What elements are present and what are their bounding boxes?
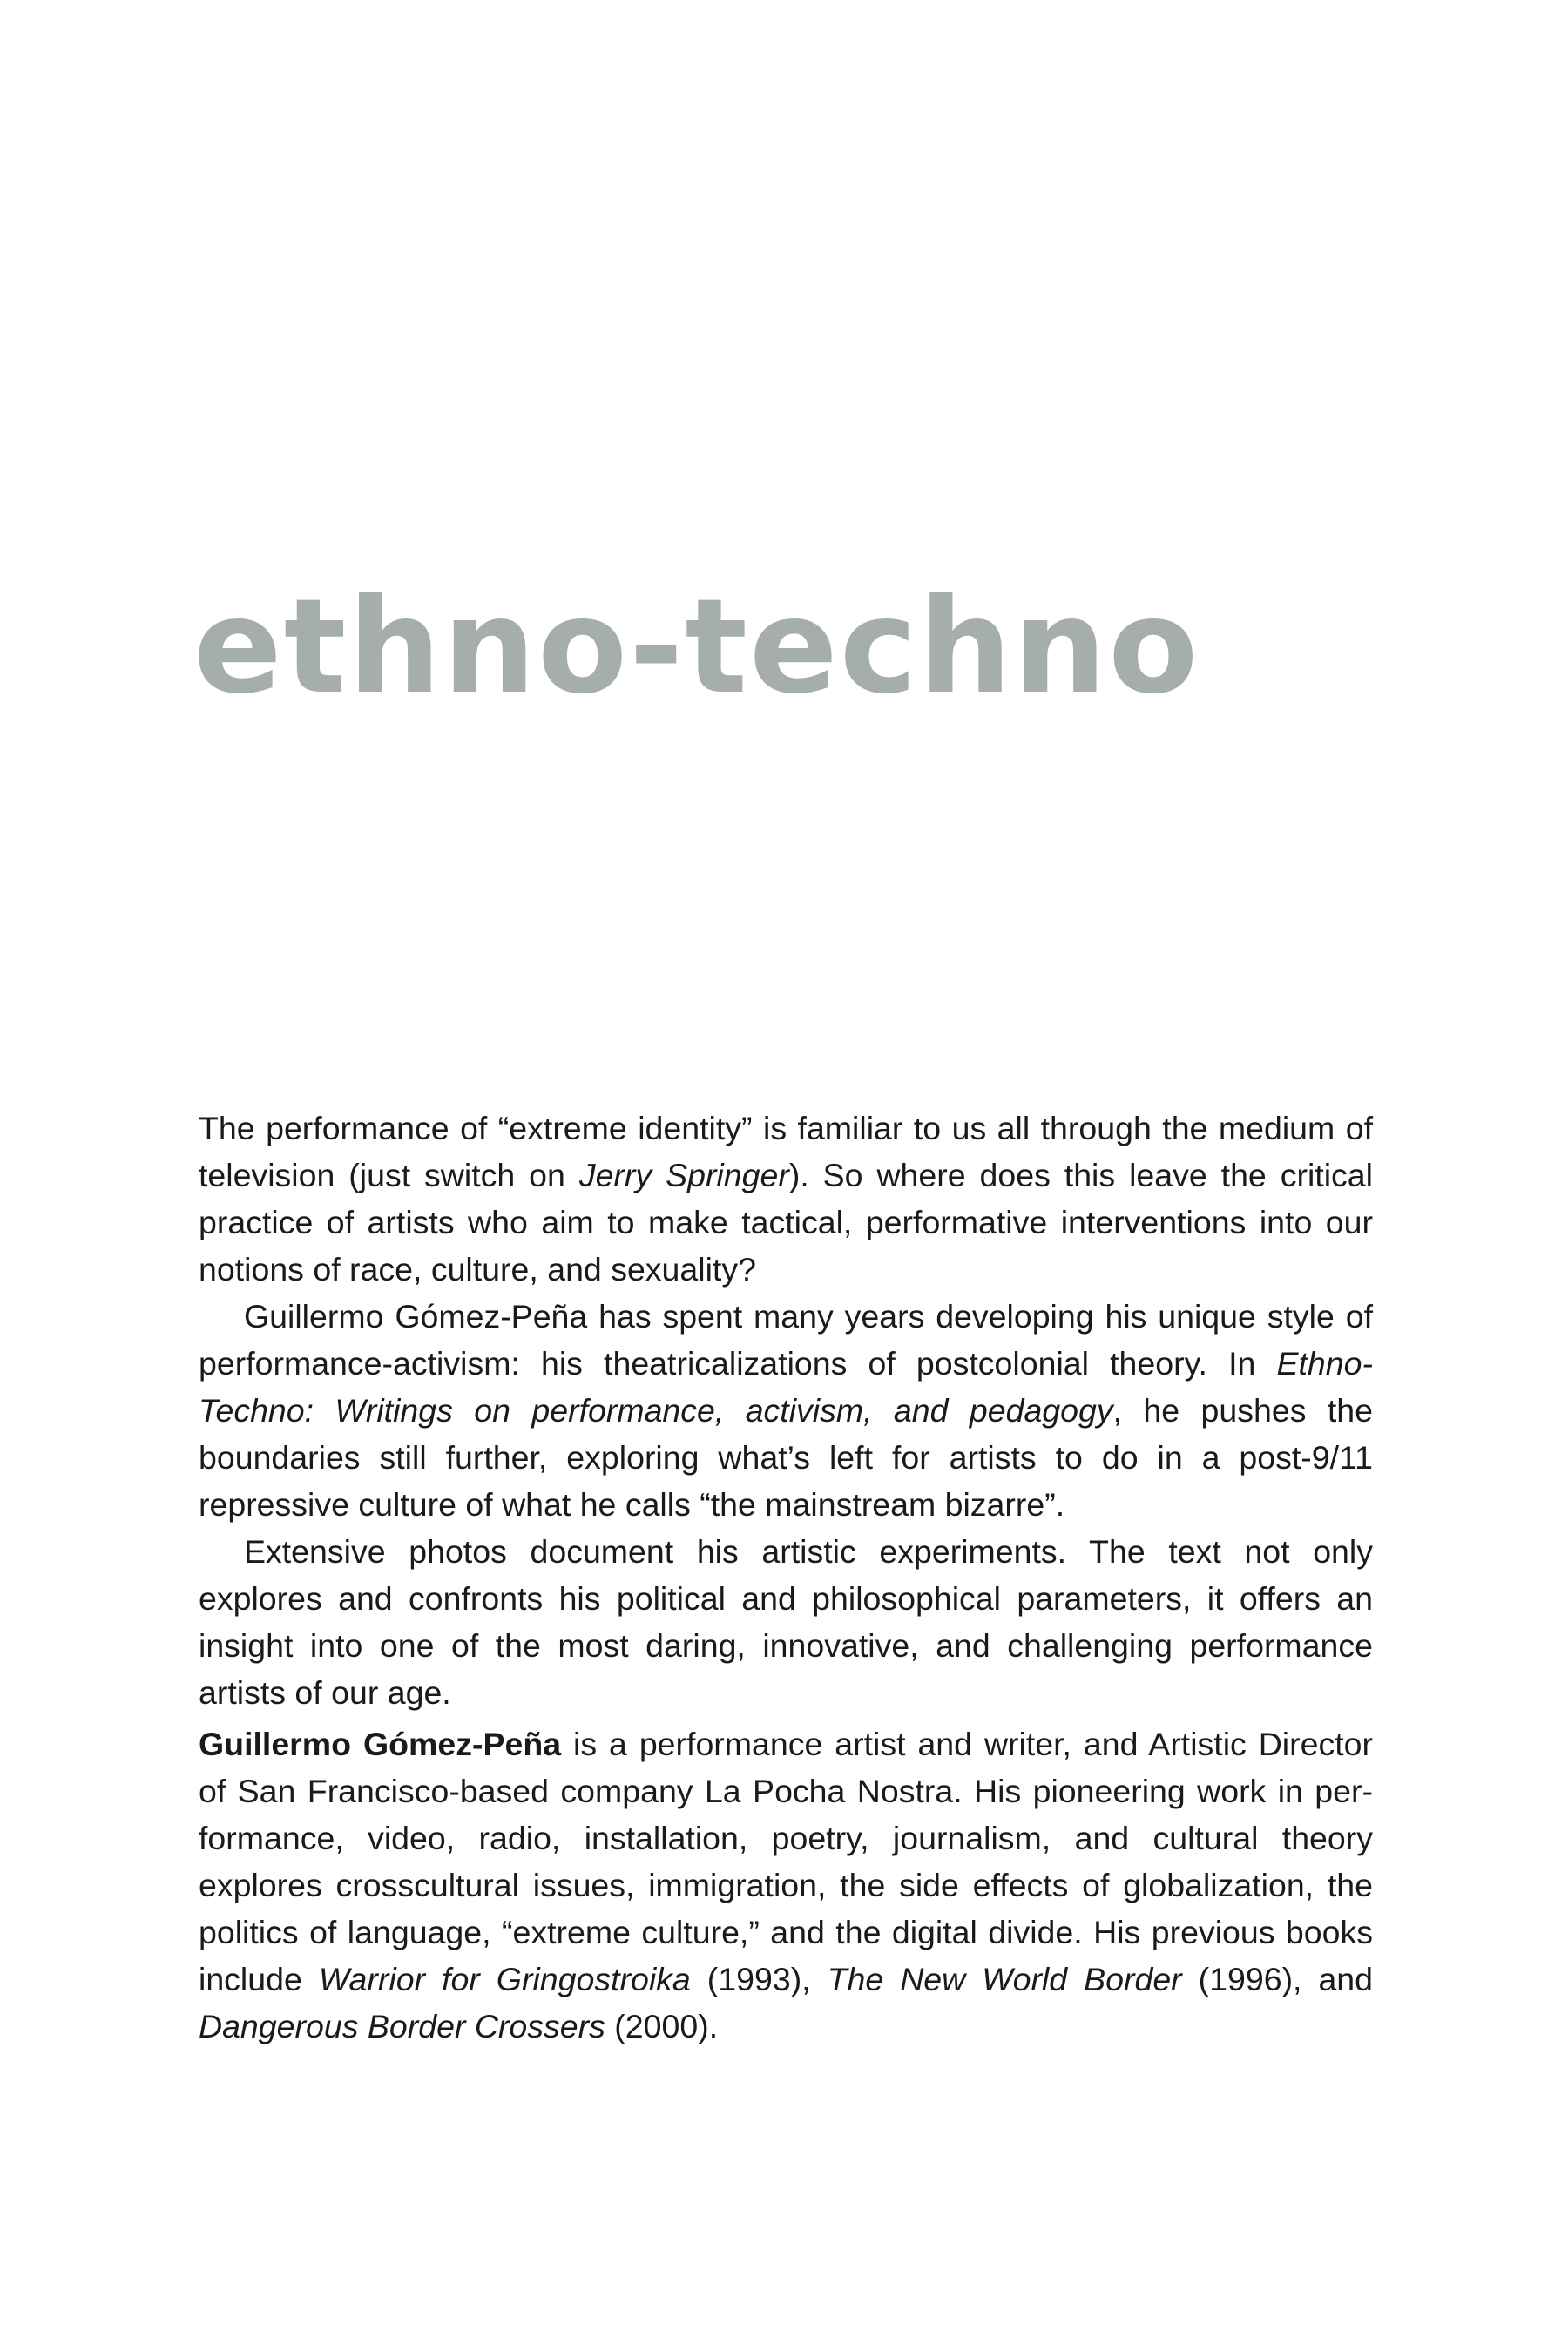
previous-book-2: The New World Border	[827, 1961, 1182, 1997]
show-title: Jerry Springer	[578, 1157, 789, 1193]
bio-text-a: is a performance artist and writer, and Artistic Director of San Francisco-based company La Pocha Nostra. His pioneering work in performance, video, radio, installation, poetry, journalism, and cultural theory explores crosscultural issues, immigration, the side effects of globalization, the politics of language, “extreme culture,” and the digital divide. His previous books include	[199, 1726, 1373, 1997]
page-title: ethno-techno	[193, 571, 1200, 723]
bio-paragraph	[199, 1720, 1373, 2050]
previous-book-1: Warrior for Gringostroika	[318, 1961, 691, 1997]
bio-text-b: (1993),	[690, 1961, 828, 1997]
blurb-p2-text-a: Guillermo Gómez-Peña has spent many years developing his unique style of performance-activism: his theatricalizations of postcolonial theory. In	[199, 1298, 1373, 1382]
author-name: Guillermo Gómez-Peña	[199, 1726, 562, 1762]
blurb-p1-text-b: ). So where does this leave the critical practice of artists who aim to make tactical, performative interventions into our notions of race, culture, and sexuality?	[199, 1157, 1373, 1288]
blurb-paragraph-1	[199, 1105, 1373, 1293]
book-title: Ethno-Techno: Writings on performance, activism, and pedagogy	[199, 1345, 1373, 1429]
blurb-paragraph-2	[199, 1293, 1373, 1528]
blurb-p1-text-a: The performance of “extreme identity” is familiar to us all through the medium of television (just switch on	[199, 1110, 1373, 1193]
author-bio	[199, 1720, 1373, 2050]
bio-text-c: (1996), and	[1181, 1961, 1374, 1997]
book-blurb	[199, 1105, 1373, 1716]
previous-book-3: Dangerous Border Crossers	[199, 2008, 605, 2044]
bio-text-d: (2000).	[605, 2008, 719, 2044]
blurb-p2-text-b: , he pushes the boundaries still further, exploring what’s left for artists to do in a post-9/11 repressive culture of what he calls “the mainstream bizarre”.	[199, 1392, 1373, 1523]
blurb-paragraph-3: Extensive photos document his artistic experiments. The text not only explores and confronts his political and philosophical parameters, it offers an insight into one of the most daring, innovative, and challenging performance artists of our age.	[199, 1533, 1373, 1711]
